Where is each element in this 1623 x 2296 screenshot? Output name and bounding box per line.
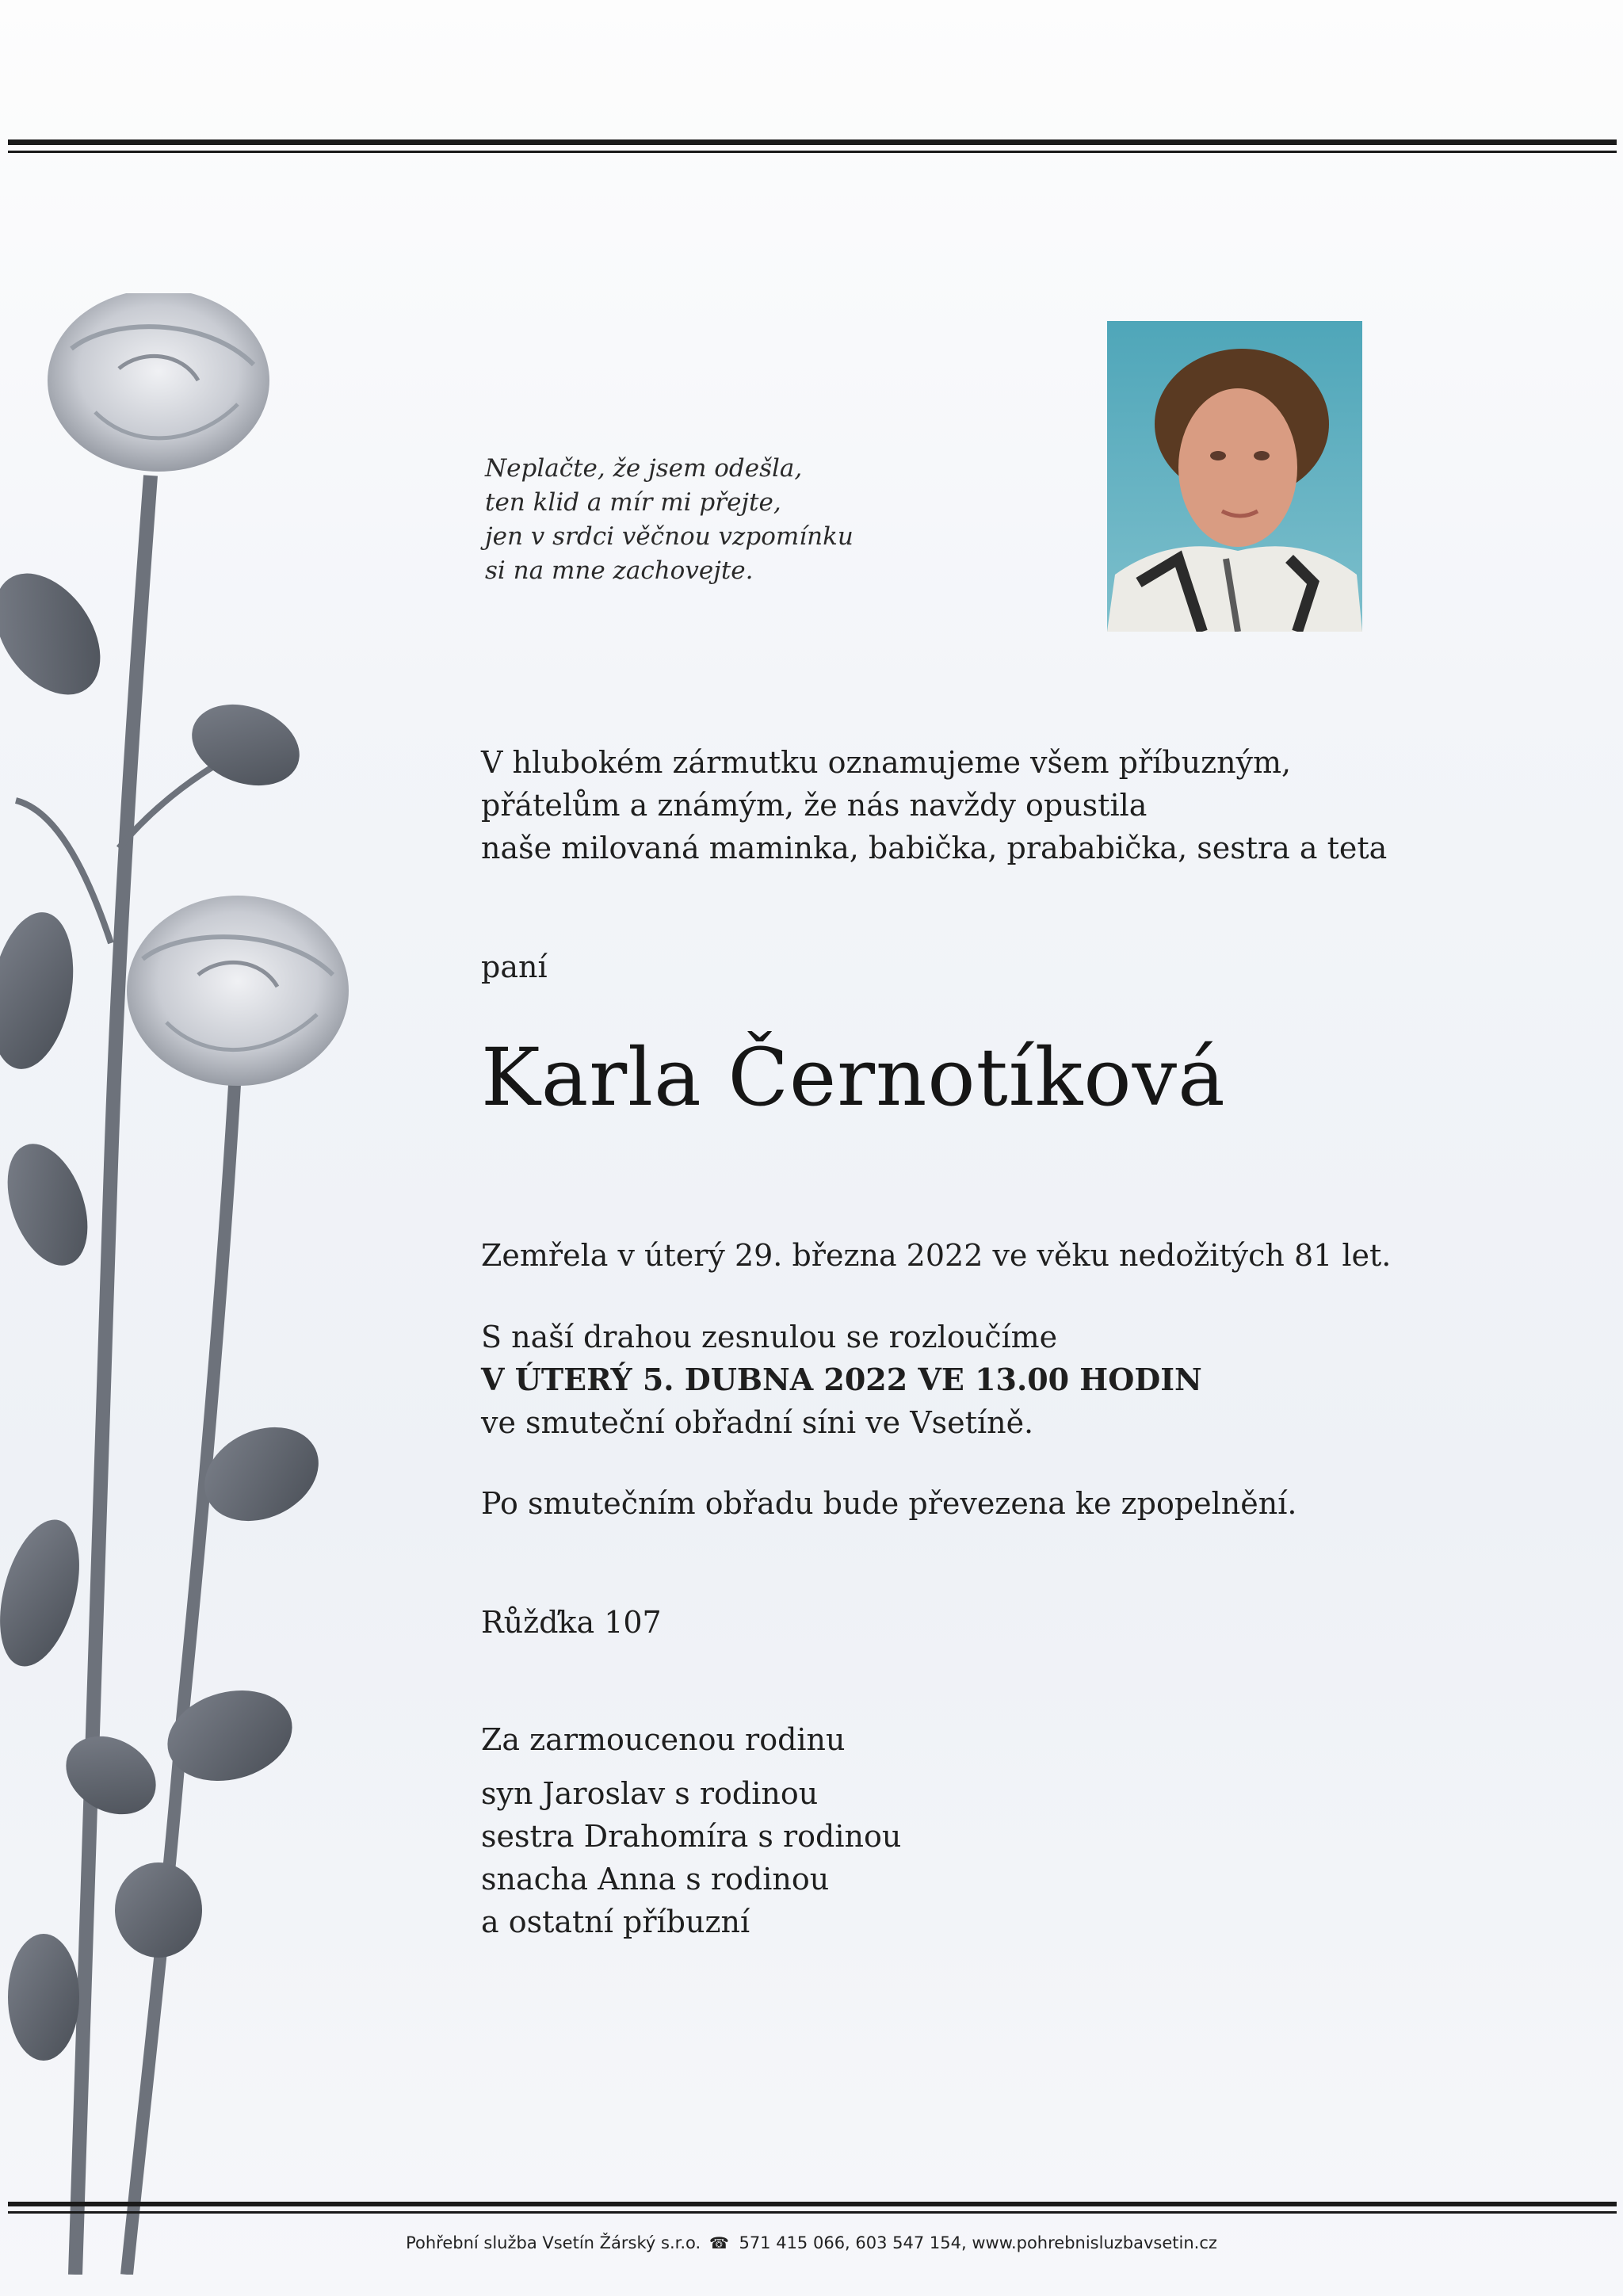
phone-icon: ☎ bbox=[708, 2233, 729, 2252]
bottom-rule-thin bbox=[8, 2211, 1617, 2214]
announcement-line: přátelům a známým, že nás navždy opustila bbox=[481, 788, 1148, 823]
family-member: syn Jaroslav s rodinou bbox=[481, 1776, 819, 1811]
family-member: snacha Anna s rodinou bbox=[481, 1862, 830, 1897]
deceased-name: Karla Černotíková bbox=[481, 1031, 1226, 1124]
top-rule-thick bbox=[8, 139, 1617, 145]
poem-line: si na mne zachovejte. bbox=[485, 556, 754, 585]
leaf-6 bbox=[0, 1511, 94, 1675]
leaf-1 bbox=[0, 554, 122, 714]
rose-lower bbox=[127, 896, 349, 1086]
footer bbox=[0, 2233, 1623, 2252]
poem bbox=[485, 452, 881, 588]
leaf-2 bbox=[181, 690, 311, 800]
family-member: a ostatní příbuzní bbox=[481, 1904, 750, 1939]
footer-company: Pohřební služba Vsetín Žárský s.r.o. bbox=[406, 2233, 701, 2252]
announcement bbox=[481, 741, 1432, 869]
footer-contact: 571 415 066, 603 547 154, www.pohrebnisluzbavsetin.cz bbox=[739, 2233, 1217, 2252]
leaf-9 bbox=[115, 1862, 202, 1958]
roses-illustration bbox=[0, 293, 412, 2275]
poem-line: ten klid a mír mi přejte, bbox=[485, 488, 781, 517]
family-intro: Za zarmoucenou rodinu bbox=[481, 1722, 846, 1757]
family-signature bbox=[481, 1718, 1432, 1943]
farewell-info bbox=[481, 1316, 1432, 1444]
rose-upper bbox=[48, 293, 269, 472]
poem-line: Neplačte, že jsem odešla, bbox=[485, 454, 803, 483]
family-member: sestra Drahomíra s rodinou bbox=[481, 1819, 902, 1854]
farewell-place: ve smuteční obřadní síni ve Vsetíně. bbox=[481, 1405, 1034, 1440]
ceremony-datetime: V ÚTERÝ 5. DUBNA 2022 VE 13.00 HODIN bbox=[481, 1362, 1202, 1397]
address: Růžďka 107 bbox=[481, 1605, 662, 1640]
poem-line: jen v srdci věčnou vzpomínku bbox=[485, 522, 854, 551]
salutation: paní bbox=[481, 949, 548, 984]
leaf-4 bbox=[0, 1133, 103, 1276]
bottom-rule-thick bbox=[8, 2202, 1617, 2206]
portrait-photo bbox=[1107, 321, 1362, 632]
leaf-8 bbox=[52, 1721, 170, 1830]
death-info: Zemřela v úterý 29. března 2022 ve věku nedožitých 81 let. bbox=[481, 1238, 1392, 1273]
top-rule-thin bbox=[8, 151, 1617, 153]
leaf-3 bbox=[0, 906, 85, 1075]
farewell-line: S naší drahou zesnulou se rozloučíme bbox=[481, 1320, 1058, 1354]
leaf-10 bbox=[8, 1934, 79, 2061]
announcement-line: naše milovaná maminka, babička, prababička, sestra a teta bbox=[481, 831, 1388, 865]
after-ceremony-note: Po smutečním obřadu bude převezena ke zpopelnění. bbox=[481, 1486, 1297, 1521]
announcement-line: V hlubokém zármutku oznamujeme všem příbuzným, bbox=[481, 745, 1292, 780]
